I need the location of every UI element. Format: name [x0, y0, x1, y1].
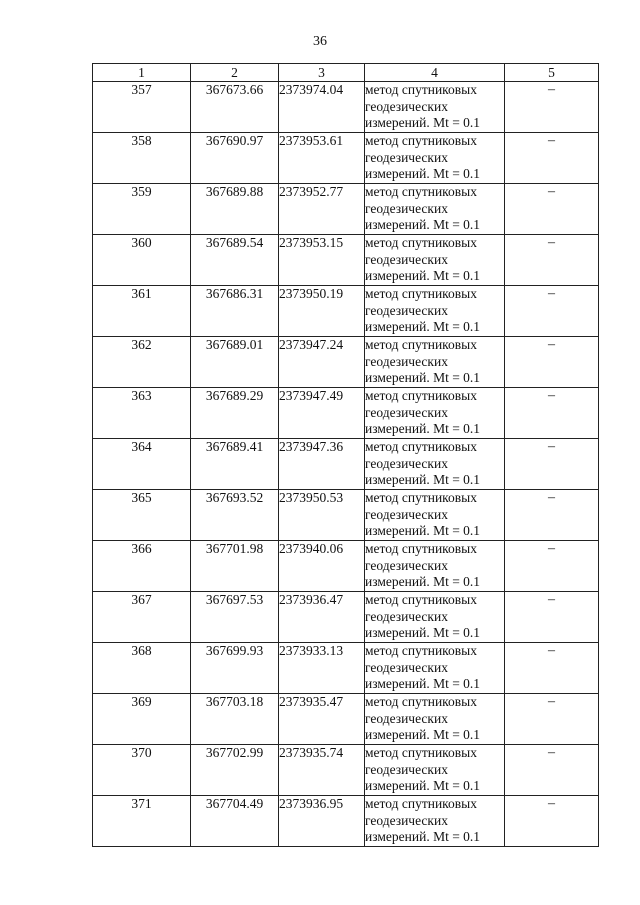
- point-number-cell: 362: [93, 337, 191, 388]
- table-row: [93, 490, 599, 541]
- method-cell: [365, 745, 505, 796]
- point-number-cell: 366: [93, 541, 191, 592]
- method-cell: [365, 286, 505, 337]
- method-line: метод спутниковых: [365, 388, 477, 403]
- point-number-cell: 365: [93, 490, 191, 541]
- empty-value-cell: –: [505, 133, 599, 184]
- x-coordinate-cell: 367697.53: [191, 592, 279, 643]
- method-line: метод спутниковых: [365, 184, 477, 199]
- coordinates-table: [92, 63, 599, 847]
- method-cell: [365, 643, 505, 694]
- method-line: геодезических: [365, 557, 448, 573]
- method-line: метод спутниковых: [365, 490, 477, 505]
- x-coordinate-cell: 367701.98: [191, 541, 279, 592]
- page-number: 36: [313, 34, 327, 49]
- empty-value-cell: –: [505, 592, 599, 643]
- point-number-cell: 368: [93, 643, 191, 694]
- method-line: измерений. Mt = 0.1: [365, 727, 481, 742]
- x-coordinate-cell: 367689.01: [191, 337, 279, 388]
- method-line: измерений. Mt = 0.1: [365, 217, 481, 232]
- point-number-cell: 370: [93, 745, 191, 796]
- method-cell: [365, 439, 505, 490]
- column-header-5: 5: [505, 64, 599, 82]
- method-line: геодезических: [365, 98, 448, 114]
- point-number-cell: 359: [93, 184, 191, 235]
- empty-value-cell: –: [505, 439, 599, 490]
- method-line: геодезических: [365, 353, 448, 369]
- method-line: измерений. Mt = 0.1: [365, 574, 481, 589]
- method-line: геодезических: [365, 506, 448, 522]
- method-line: геодезических: [365, 302, 448, 318]
- method-line: геодезических: [365, 251, 448, 267]
- x-coordinate-cell: 367702.99: [191, 745, 279, 796]
- x-coordinate-cell: 367673.66: [191, 82, 279, 133]
- method-line: геодезических: [365, 200, 448, 216]
- y-coordinate-cell: 2373952.77: [279, 184, 365, 235]
- table-row: [93, 439, 599, 490]
- table-header: [93, 64, 599, 82]
- method-line: метод спутниковых: [365, 643, 477, 658]
- point-number-cell: 371: [93, 796, 191, 847]
- empty-value-cell: –: [505, 184, 599, 235]
- x-coordinate-cell: 367690.97: [191, 133, 279, 184]
- method-line: измерений. Mt = 0.1: [365, 421, 481, 436]
- point-number-cell: 363: [93, 388, 191, 439]
- x-coordinate-cell: 367689.29: [191, 388, 279, 439]
- empty-value-cell: –: [505, 643, 599, 694]
- empty-value-cell: –: [505, 745, 599, 796]
- table-row: [93, 592, 599, 643]
- table-row: [93, 745, 599, 796]
- x-coordinate-cell: 367689.54: [191, 235, 279, 286]
- method-line: метод спутниковых: [365, 337, 477, 352]
- method-line: измерений. Mt = 0.1: [365, 625, 481, 640]
- method-line: метод спутниковых: [365, 439, 477, 454]
- method-line: измерений. Mt = 0.1: [365, 523, 481, 538]
- method-line: метод спутниковых: [365, 541, 477, 556]
- table-row: [93, 643, 599, 694]
- method-cell: [365, 796, 505, 847]
- empty-value-cell: –: [505, 82, 599, 133]
- table-body: [93, 82, 599, 847]
- method-line: измерений. Mt = 0.1: [365, 778, 481, 793]
- table-row: [93, 235, 599, 286]
- point-number-cell: 367: [93, 592, 191, 643]
- method-line: измерений. Mt = 0.1: [365, 829, 481, 844]
- empty-value-cell: –: [505, 235, 599, 286]
- y-coordinate-cell: 2373950.19: [279, 286, 365, 337]
- y-coordinate-cell: 2373940.06: [279, 541, 365, 592]
- method-line: геодезических: [365, 149, 448, 165]
- point-number-cell: 361: [93, 286, 191, 337]
- x-coordinate-cell: 367699.93: [191, 643, 279, 694]
- empty-value-cell: –: [505, 694, 599, 745]
- method-cell: [365, 337, 505, 388]
- point-number-cell: 360: [93, 235, 191, 286]
- table-row: [93, 133, 599, 184]
- method-line: геодезических: [365, 761, 448, 777]
- method-cell: [365, 184, 505, 235]
- y-coordinate-cell: 2373947.24: [279, 337, 365, 388]
- header-row: [93, 64, 599, 82]
- table-row: [93, 82, 599, 133]
- empty-value-cell: –: [505, 286, 599, 337]
- x-coordinate-cell: 367693.52: [191, 490, 279, 541]
- method-line: геодезических: [365, 404, 448, 420]
- table-row: [93, 184, 599, 235]
- method-cell: [365, 694, 505, 745]
- x-coordinate-cell: 367689.41: [191, 439, 279, 490]
- method-line: геодезических: [365, 710, 448, 726]
- y-coordinate-cell: 2373947.49: [279, 388, 365, 439]
- method-cell: [365, 82, 505, 133]
- empty-value-cell: –: [505, 388, 599, 439]
- y-coordinate-cell: 2373935.74: [279, 745, 365, 796]
- y-coordinate-cell: 2373936.47: [279, 592, 365, 643]
- table-row: [93, 796, 599, 847]
- column-header-1: 1: [93, 64, 191, 82]
- point-number-cell: 369: [93, 694, 191, 745]
- y-coordinate-cell: 2373953.15: [279, 235, 365, 286]
- method-cell: [365, 541, 505, 592]
- x-coordinate-cell: 367686.31: [191, 286, 279, 337]
- method-cell: [365, 490, 505, 541]
- x-coordinate-cell: 367704.49: [191, 796, 279, 847]
- method-line: геодезических: [365, 455, 448, 471]
- method-line: измерений. Mt = 0.1: [365, 319, 481, 334]
- method-line: измерений. Mt = 0.1: [365, 166, 481, 181]
- method-cell: [365, 592, 505, 643]
- method-cell: [365, 235, 505, 286]
- y-coordinate-cell: 2373950.53: [279, 490, 365, 541]
- method-line: метод спутниковых: [365, 286, 477, 301]
- empty-value-cell: –: [505, 796, 599, 847]
- point-number-cell: 357: [93, 82, 191, 133]
- method-cell: [365, 388, 505, 439]
- y-coordinate-cell: 2373974.04: [279, 82, 365, 133]
- method-line: измерений. Mt = 0.1: [365, 472, 481, 487]
- point-number-cell: 364: [93, 439, 191, 490]
- y-coordinate-cell: 2373953.61: [279, 133, 365, 184]
- method-line: метод спутниковых: [365, 235, 477, 250]
- method-line: метод спутниковых: [365, 745, 477, 760]
- method-line: метод спутниковых: [365, 82, 477, 97]
- column-header-3: 3: [279, 64, 365, 82]
- method-line: измерений. Mt = 0.1: [365, 370, 481, 385]
- method-line: метод спутниковых: [365, 796, 477, 811]
- column-header-4: 4: [365, 64, 505, 82]
- method-cell: [365, 133, 505, 184]
- method-line: геодезических: [365, 608, 448, 624]
- method-line: измерений. Mt = 0.1: [365, 676, 481, 691]
- method-line: измерений. Mt = 0.1: [365, 115, 481, 130]
- x-coordinate-cell: 367689.88: [191, 184, 279, 235]
- y-coordinate-cell: 2373936.95: [279, 796, 365, 847]
- method-line: измерений. Mt = 0.1: [365, 268, 481, 283]
- y-coordinate-cell: 2373933.13: [279, 643, 365, 694]
- method-line: метод спутниковых: [365, 694, 477, 709]
- method-line: метод спутниковых: [365, 133, 477, 148]
- y-coordinate-cell: 2373947.36: [279, 439, 365, 490]
- method-line: геодезических: [365, 812, 448, 828]
- point-number-cell: 358: [93, 133, 191, 184]
- table-row: [93, 694, 599, 745]
- table-row: [93, 541, 599, 592]
- table-row: [93, 286, 599, 337]
- table-row: [93, 388, 599, 439]
- column-header-2: 2: [191, 64, 279, 82]
- method-line: геодезических: [365, 659, 448, 675]
- method-line: метод спутниковых: [365, 592, 477, 607]
- empty-value-cell: –: [505, 541, 599, 592]
- empty-value-cell: –: [505, 337, 599, 388]
- empty-value-cell: –: [505, 490, 599, 541]
- table-row: [93, 337, 599, 388]
- x-coordinate-cell: 367703.18: [191, 694, 279, 745]
- y-coordinate-cell: 2373935.47: [279, 694, 365, 745]
